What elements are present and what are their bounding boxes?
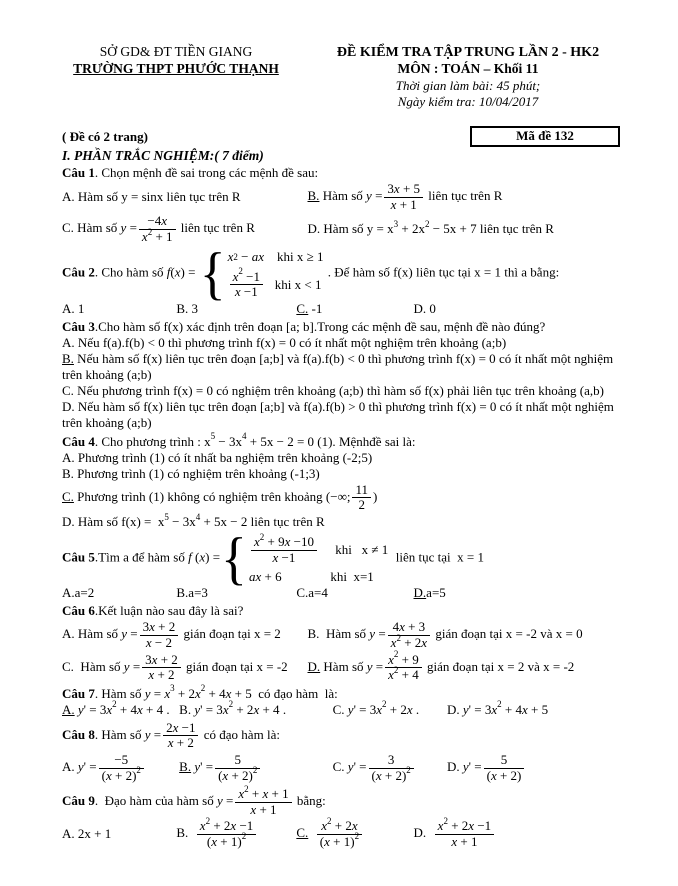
fraction xyxy=(388,620,430,650)
fraction-numerator: 3x + 2 xyxy=(142,653,181,669)
option-B: B. $y' = 3x^2 + 2x + 4$ . xyxy=(179,699,287,717)
piecewise-cases xyxy=(221,525,389,591)
option-key: A. xyxy=(62,826,75,842)
option-B: B. Phương trình (1) có nghiệm trên khoảng (-1;3) xyxy=(62,465,320,481)
options-group xyxy=(62,301,620,317)
option-key: D. xyxy=(413,300,427,316)
option-D: D. Hàm số y = $\frac{x^2 + 9}{x^2 + 4}$ gián đoạn tại x = 2 và x = -2 xyxy=(307,649,575,683)
fraction-numerator: 5 xyxy=(484,753,525,769)
fraction-numerator: 3 xyxy=(369,753,414,769)
fraction xyxy=(139,214,176,244)
question-stem: Câu 4. Cho phương trình : $x^5 - 3x^4 + 5x - 2 = 0$ (1). Mệnhđề sai là: xyxy=(62,431,416,449)
option-key: B. xyxy=(176,585,189,601)
cases-row: $\frac{x^2 + 9x -10}{x -1}$ khi x ≠ 1 xyxy=(249,534,388,566)
fraction-numerator: 3x + 2 xyxy=(140,620,179,636)
option-key: D. xyxy=(446,701,460,717)
piecewise-cases xyxy=(199,240,324,306)
fraction-denominator: $(x + 2)^2$ xyxy=(371,765,411,783)
options-group xyxy=(62,585,620,601)
header xyxy=(62,44,620,110)
question-8 xyxy=(62,720,620,784)
fraction-denominator: x + 1 xyxy=(390,196,417,212)
fraction-numerator: 4x + 3 xyxy=(388,620,430,636)
fraction xyxy=(484,753,525,783)
fraction-denominator: x + 2 xyxy=(167,735,194,751)
fraction xyxy=(163,721,198,751)
question-6 xyxy=(62,603,620,683)
fraction-numerator: 11 xyxy=(352,483,371,499)
option-A: A.a=2 xyxy=(62,585,95,601)
question-label: Câu 2 xyxy=(62,265,95,281)
option-key: A. xyxy=(62,585,75,601)
fraction xyxy=(435,815,495,849)
fraction-denominator: x + 1 xyxy=(250,801,277,817)
option-B: B. Hàm số y = $\frac{3x + 5}{x + 1}$ liên tục trên R xyxy=(307,181,503,212)
exam-subject: MÔN : TOÁN – Khối 11 xyxy=(397,61,539,77)
fraction-denominator: $(x + 1)^2$ xyxy=(319,831,360,849)
exam-title: ĐỀ KIỂM TRA TẬP TRUNG LẦN 2 - HK2 xyxy=(336,45,600,60)
options-group xyxy=(62,335,620,432)
fraction-numerator: $x^2 + 2x -1$ xyxy=(197,819,257,835)
option-D xyxy=(413,815,620,850)
option-A: A. 1 xyxy=(62,300,85,316)
option-A: A. Hàm số y = sinx liên tục trên R xyxy=(62,189,241,205)
fraction xyxy=(369,753,414,783)
fraction xyxy=(235,783,291,817)
option-key: D. xyxy=(307,658,321,674)
fraction xyxy=(384,182,423,212)
option-key: B. xyxy=(176,825,189,841)
question-stem: Câu 7. Hàm số $y = x^3 + 2x^2 + 4x + 5$ có đạo hàm là: xyxy=(62,683,338,701)
option-D: D. y' = $\frac{5}{(x + 2)}$ xyxy=(447,752,620,784)
option-key: D. xyxy=(413,825,427,841)
question-stem: Câu 8. Hàm số y = $\frac{2x -1}{x + 2}$ có đạo hàm là: xyxy=(62,719,280,751)
option-key: C. xyxy=(62,383,74,399)
option-C: C. Hàm số y = $\frac{3x + 2}{x + 2}$ gián đoạn tại x = -2 xyxy=(62,651,288,683)
question-label: Câu 1 xyxy=(62,165,95,181)
option-C: C. Hàm số y = $\frac{-4x}{x^2 + 1}$ liên tục trên R xyxy=(62,213,255,244)
fraction xyxy=(99,753,144,783)
options-group xyxy=(62,815,620,850)
fraction-numerator: $x^2 + 9$ xyxy=(385,653,422,669)
exam-code-box: Mã đề 132 xyxy=(470,126,620,147)
fraction-denominator: $x^2 + 1$ xyxy=(141,226,173,244)
cases-brace-icon: { xyxy=(199,240,226,306)
question-stem: Câu 1. Chọn mệnh đề sai trong các mệnh đề sau: xyxy=(62,165,319,181)
fraction-denominator: (x + 2) xyxy=(486,767,522,783)
fraction xyxy=(385,649,422,683)
question-label: Câu 9 xyxy=(62,793,95,809)
section-title: I. PHẦN TRẮC NGHIỆM:( 7 điểm) xyxy=(62,148,264,164)
question-label: Câu 5 xyxy=(62,549,95,565)
option-A: A. y' = $\frac{-5}{(x + 2)^2}$ xyxy=(62,752,179,784)
option-key: A. xyxy=(62,759,75,775)
option-key: A. xyxy=(62,300,75,316)
options-group xyxy=(62,752,620,784)
fraction xyxy=(230,266,263,300)
question-5 xyxy=(62,525,620,601)
question-label: Câu 3 xyxy=(62,318,95,334)
option-key: A. xyxy=(62,189,75,205)
fraction-denominator: x − 2 xyxy=(145,635,172,651)
fraction-denominator: $(x + 1)^2$ xyxy=(206,831,247,849)
question-4 xyxy=(62,431,620,531)
cases-rows xyxy=(228,247,324,300)
question-label: Câu 4 xyxy=(62,433,95,449)
options-group xyxy=(62,181,620,245)
fraction-denominator: x −1 xyxy=(272,549,296,565)
option-D: D. 0 xyxy=(413,300,436,316)
option-C: C. Phương trình (1) không có nghiệm trên khoảng (−∞; $\frac{11}{2}$ ) xyxy=(62,481,378,513)
option-D: D. Hàm số $f(x) = x^5 - 3x^4 + 5x - 2$ liên tục trên R xyxy=(62,511,325,529)
cases-row: x $^2$ − ax khi x ≥ 1 xyxy=(227,249,324,265)
option-C xyxy=(296,815,413,850)
option-A: A. Hàm số y = $\frac{3x + 2}{x - 2}$ gián đoạn tại x = 2 xyxy=(62,619,281,651)
question-stem: Câu 2. Cho hàm số f(x) = { x $^2$ − ax khi x ≥ 1 $\frac{x^2 -1}{x -1}$ khi x < 1 . Để hàm số f(x) liên tục tại x = 1 thì a bằng: xyxy=(62,240,560,306)
fraction-numerator: −4x xyxy=(139,214,176,230)
question-label: Câu 8 xyxy=(62,726,95,742)
option-B xyxy=(176,815,296,850)
meta-row xyxy=(62,126,620,147)
question-3 xyxy=(62,319,620,432)
pages-note: ( Đề có 2 trang) xyxy=(62,128,148,144)
cases-row: ax + 6 khi x =1 xyxy=(248,569,374,585)
option-key: C. xyxy=(62,220,74,236)
fraction xyxy=(352,483,371,513)
cases-brace-icon: { xyxy=(221,525,247,591)
option-C: C. -1 xyxy=(296,300,323,316)
option-A: A. 2x + 1 xyxy=(62,826,112,842)
option-key: A. xyxy=(62,626,75,642)
fraction-numerator: $x^2 -1$ xyxy=(230,270,263,286)
option-key: D. xyxy=(62,513,75,529)
option-key: B. xyxy=(307,188,320,204)
option-key: B. xyxy=(307,626,320,642)
question-stem: Câu 5.Tìm a để hàm số f (x) = { $\frac{x^2 + 9x -10}{x -1}$ khi x ≠ 1 ax + 6 khi x =1 liên tục tại x = 1 xyxy=(62,525,485,591)
option-key: B. xyxy=(62,465,74,481)
option-key: A. xyxy=(62,334,75,350)
question-stem: Câu 9. Đạo hàm của hàm số y = $\frac{x^2 + x + 1}{x + 1}$ bằng: xyxy=(62,783,326,817)
school-name: TRƯỜNG THPT PHƯỚC THẠNH xyxy=(73,60,279,76)
options-group xyxy=(62,619,620,683)
option-D: D.a=5 xyxy=(413,585,446,601)
fraction xyxy=(317,815,362,849)
option-B: B. Hàm số y = $\frac{4x + 3}{x^2 + 2x}$ gián đoạn tại x = -2 và x = 0 xyxy=(307,619,583,651)
option-D: D. Hàm số $y = x^3 + 2x^2 - 5x + 7$ liên tục trên R xyxy=(307,219,554,237)
option-B: B. 3 xyxy=(176,300,199,316)
option-A: A. Nếu f(a).f(b) < 0 thì phương trình f(x) = 0 có ít nhất một nghiệm trên khoảng (a;b) xyxy=(62,334,507,350)
question-stem: Câu 6.Kết luận nào sau đây là sai? xyxy=(62,603,244,619)
option-key: C. xyxy=(62,658,74,674)
options-group xyxy=(62,450,620,530)
option-key: B. xyxy=(62,350,74,366)
fraction xyxy=(140,620,179,650)
options-group xyxy=(62,699,620,718)
option-key: C. xyxy=(332,701,345,717)
fraction xyxy=(215,753,260,783)
option-key: D. xyxy=(446,759,460,775)
fraction xyxy=(142,653,181,683)
option-key: C. xyxy=(62,488,74,504)
option-key: C. xyxy=(296,825,309,841)
option-A: A. Phương trình (1) có ít nhất ba nghiệm trên khoảng (-2;5) xyxy=(62,449,373,465)
fraction xyxy=(251,531,317,565)
question-1 xyxy=(62,165,620,245)
fraction-numerator: 3x + 5 xyxy=(384,182,423,198)
option-B: B.a=3 xyxy=(176,585,208,601)
fraction-denominator: $x^2 + 2x$ xyxy=(390,632,428,651)
option-key: D. xyxy=(307,221,321,237)
question-label: Câu 7 xyxy=(62,685,95,701)
fraction-denominator: $(x + 2)^2$ xyxy=(218,765,258,783)
fraction-denominator: x −1 xyxy=(234,284,258,300)
option-key: B. xyxy=(176,300,189,316)
option-D: D. Nếu hàm số f(x) liên tục trên đoạn [a;b] và f(a).f(b) > 0 thì phương trình f(x) = 0 có ít nhất một nghiệm trên khoảng (a;b) xyxy=(62,399,614,431)
question-label: Câu 6 xyxy=(62,603,95,619)
option-key: C. xyxy=(332,759,345,775)
fraction-denominator: $x^2 + 4$ xyxy=(388,664,419,683)
option-C: C.a=4 xyxy=(296,585,328,601)
option-key: C. xyxy=(296,585,309,601)
fraction-numerator: $x^2 + 9x -10$ xyxy=(251,535,317,551)
fraction-numerator: −5 xyxy=(99,753,144,769)
option-C: C. Nếu phương trình f(x) = 0 có nghiệm trên khoảng (a;b) thì hàm số f(x) phải liên tục trên khoảng (a,b) xyxy=(62,383,604,399)
questions-list xyxy=(62,165,620,850)
cases-rows xyxy=(249,532,388,585)
cases-row: $\frac{x^2 -1}{x -1}$ khi x < 1 xyxy=(228,269,324,301)
fraction-denominator: $(x + 2)^2$ xyxy=(101,765,141,783)
question-7 xyxy=(62,683,620,718)
option-key: B. xyxy=(179,759,192,775)
option-key: A. xyxy=(62,449,75,465)
exam-date: Ngày kiểm tra: 10/04/2017 xyxy=(397,94,539,110)
option-key: D. xyxy=(62,399,75,415)
option-key: A. xyxy=(62,701,75,717)
option-D: D. $y' = 3x^2 + 4x + 5$ xyxy=(446,699,549,717)
option-key: C. xyxy=(296,300,309,316)
question-stem: Câu 3.Cho hàm số f(x) xác định trên đoạn [a; b].Trong các mệnh đề sau, mệnh đề nào đúng? xyxy=(62,318,546,334)
option-B: B. y' = $\frac{5}{(x + 2)^2}$ xyxy=(179,752,332,784)
header-right xyxy=(316,44,620,110)
header-left xyxy=(62,44,290,110)
fraction-numerator: $x^2 + 2x -1$ xyxy=(435,819,495,835)
option-key: B. xyxy=(179,701,192,717)
question-2 xyxy=(62,240,620,316)
fraction-denominator: 2 xyxy=(358,497,365,513)
option-C: C. $y' = 3x^2 + 2x$ . xyxy=(332,699,420,717)
fraction xyxy=(197,815,257,849)
fraction-numerator: 2x −1 xyxy=(163,721,198,737)
option-B: B. Nếu hàm số f(x) liên tục trên đoạn [a;b] và f(a).f(b) < 0 thì phương trình f(x) = 0 có ít nhất một nghiệm trên khoảng (a;b) xyxy=(62,350,614,383)
fraction-numerator: 5 xyxy=(215,753,260,769)
fraction-numerator: $x^2 + 2x$ xyxy=(317,819,362,835)
option-key: D. xyxy=(413,585,427,601)
question-9 xyxy=(62,783,620,850)
exam-duration: Thời gian làm bài: 45 phút; xyxy=(395,78,541,94)
option-C: C. y' = $\frac{3}{(x + 2)^2}$ xyxy=(333,752,447,784)
fraction-numerator: $x^2 + x + 1$ xyxy=(235,787,291,803)
option-A: A. $y' = 3x^2 + 4x + 4$ . xyxy=(62,699,170,717)
fraction-denominator: x + 1 xyxy=(451,833,478,849)
department-name: SỞ GD& ĐT TIỀN GIANG xyxy=(99,44,253,59)
fraction-denominator: x + 2 xyxy=(148,667,175,683)
